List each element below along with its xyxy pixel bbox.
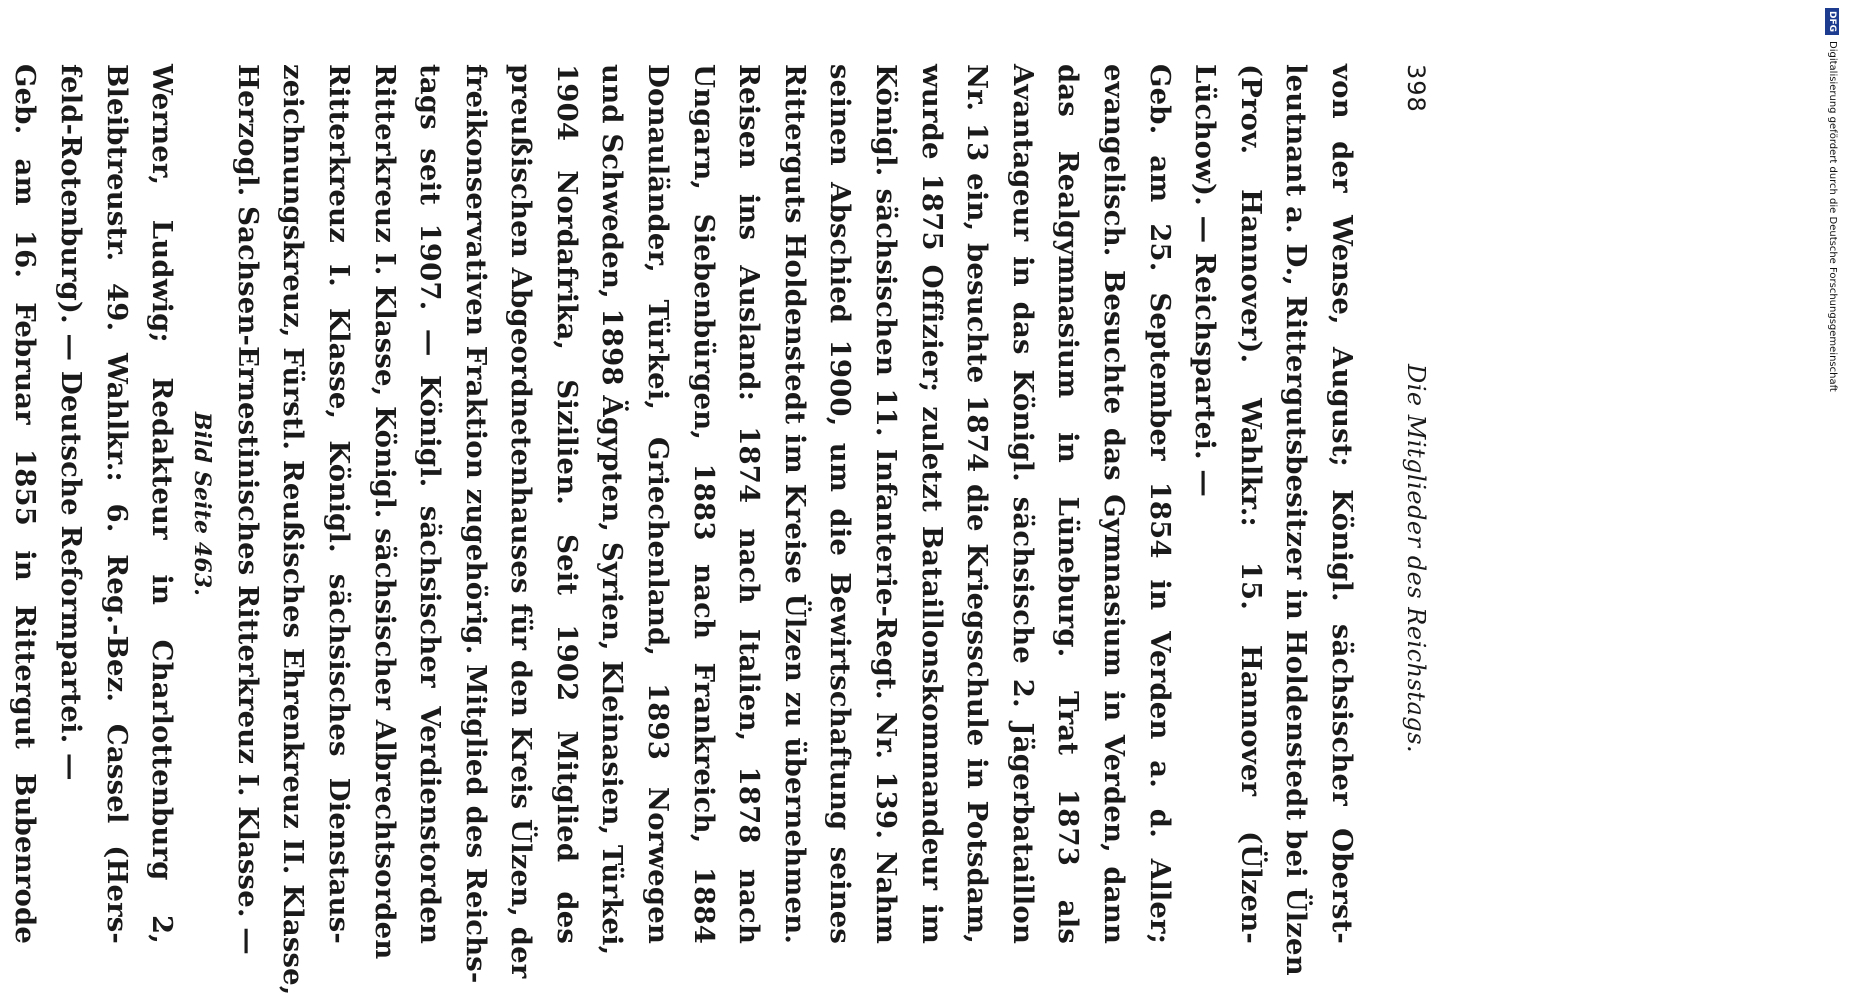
text-line: zeichnungskreuz, Fürstl. Reußisches Ehrenkreuz II. Klasse, bbox=[277, 64, 310, 996]
text-line: Königl. sächsischen 11. Infanterie-Regt. Nr. 139. Nahm bbox=[870, 64, 903, 944]
text-line: preußischen Abgeordnetenhauses für den Kreis Ülzen, der bbox=[505, 64, 538, 979]
text-line: Donauländer, Türkei, Griechenland, 1893 Norwegen bbox=[642, 64, 675, 944]
text-line: 1904 Nordafrika, Sizilien. Seit 1902 Mitglied des bbox=[550, 64, 583, 944]
text-line: Reisen ins Ausland: 1874 nach Italien, 1878 nach bbox=[733, 64, 766, 944]
page-header bbox=[1370, 64, 1430, 944]
text-line: freikonservativen Fraktion zugehörig. Mitglied des Reichs- bbox=[459, 64, 492, 984]
text-line: wurde 1875 Offizier; zuletzt Bataillonskommandeur im bbox=[915, 64, 948, 944]
text-line bbox=[0, 64, 2, 944]
text-line: und Schweden, 1898 Ägypten, Syrien, Kleinasien, Türkei, bbox=[596, 64, 629, 956]
picture-reference: Bild Seite 463. bbox=[189, 411, 216, 597]
entry-wense-header bbox=[1182, 64, 1364, 976]
entry-wense-bio bbox=[224, 64, 1181, 996]
text-line: Avantageur in das Königl. sächsische 2. Jägerbataillon bbox=[1006, 64, 1039, 944]
text-line: Werner, Ludwig; Redakteur in Charlottenburg 2, bbox=[146, 64, 179, 944]
text-line: Nr. 13 ein, besuchte 1874 die Kriegsschule in Potsdam, bbox=[961, 64, 994, 944]
page-sheet bbox=[0, 64, 1600, 996]
text-line: von der Wense, August; Königl. sächsischer Oberst- bbox=[1326, 64, 1358, 944]
page-number: 398 bbox=[1402, 64, 1430, 113]
text-line: das Realgymnasium in Lüneburg. Trat 1873 als bbox=[1052, 64, 1085, 944]
running-head: Die Mitglieder des Reichstags. bbox=[1402, 364, 1430, 754]
text-line: feld-Rotenburg). — Deutsche Reformpartei. — bbox=[54, 64, 87, 781]
text-line: Bleibtreustr. 49. Wahlkr.: 6. Reg.-Bez. Cassel (Hers- bbox=[100, 64, 133, 944]
dfg-credit bbox=[1821, 8, 1843, 992]
text-line: Herzogl. Sachsen-Ernestinisches Ritterkreuz I. Klasse. — bbox=[231, 64, 264, 955]
text-line: Geb. am 16. Februar 1855 in Rittergut Bubenrode bbox=[9, 64, 42, 944]
text-line: tags seit 1907. — Königl. sächsischer Verdienstorden bbox=[414, 64, 447, 944]
text-line: seinen Abschied 1900, um die Bewirtschaftung seines bbox=[824, 64, 857, 944]
page-body bbox=[0, 64, 1364, 996]
text-line: (Prov. Hannover). Wahlkr.: 15. Hannover (Ülzen- bbox=[1234, 64, 1267, 944]
text-line: evangelisch. Besuchte das Gymnasium in Verden, dann bbox=[1098, 64, 1131, 944]
text-line: Ungarn, Siebenbürgen, 1883 nach Frankreich, 1884 bbox=[687, 64, 720, 944]
dfg-credit-strip bbox=[1821, 8, 1843, 992]
text-line: leutnant a. D., Rittergutsbesitzer in Holdenstedt bei Ülzen bbox=[1280, 64, 1313, 976]
text-line: Geb. am 25. September 1854 in Verden a. d. Aller; bbox=[1143, 64, 1176, 944]
text-line: Ritterguts Holdenstedt im Kreise Ülzen zu übernehmen. bbox=[778, 64, 811, 944]
dfg-logo: DFG bbox=[1825, 8, 1839, 35]
text-line: Ritterkreuz I. Klasse, Königl. sächsischer Albrechtsorden bbox=[368, 64, 401, 960]
entry-werner-bio bbox=[0, 64, 47, 944]
entry-werner-header bbox=[47, 64, 184, 944]
text-line: Lüchow). — Reichspartei. — bbox=[1189, 64, 1222, 498]
dfg-credit-text: Digitalisierung gefördert durch die Deutsche Forschungsgemeinschaft bbox=[1827, 41, 1838, 392]
text-line: Ritterkreuz I. Klasse, Königl. sächsisches Dienstaus- bbox=[322, 64, 355, 944]
